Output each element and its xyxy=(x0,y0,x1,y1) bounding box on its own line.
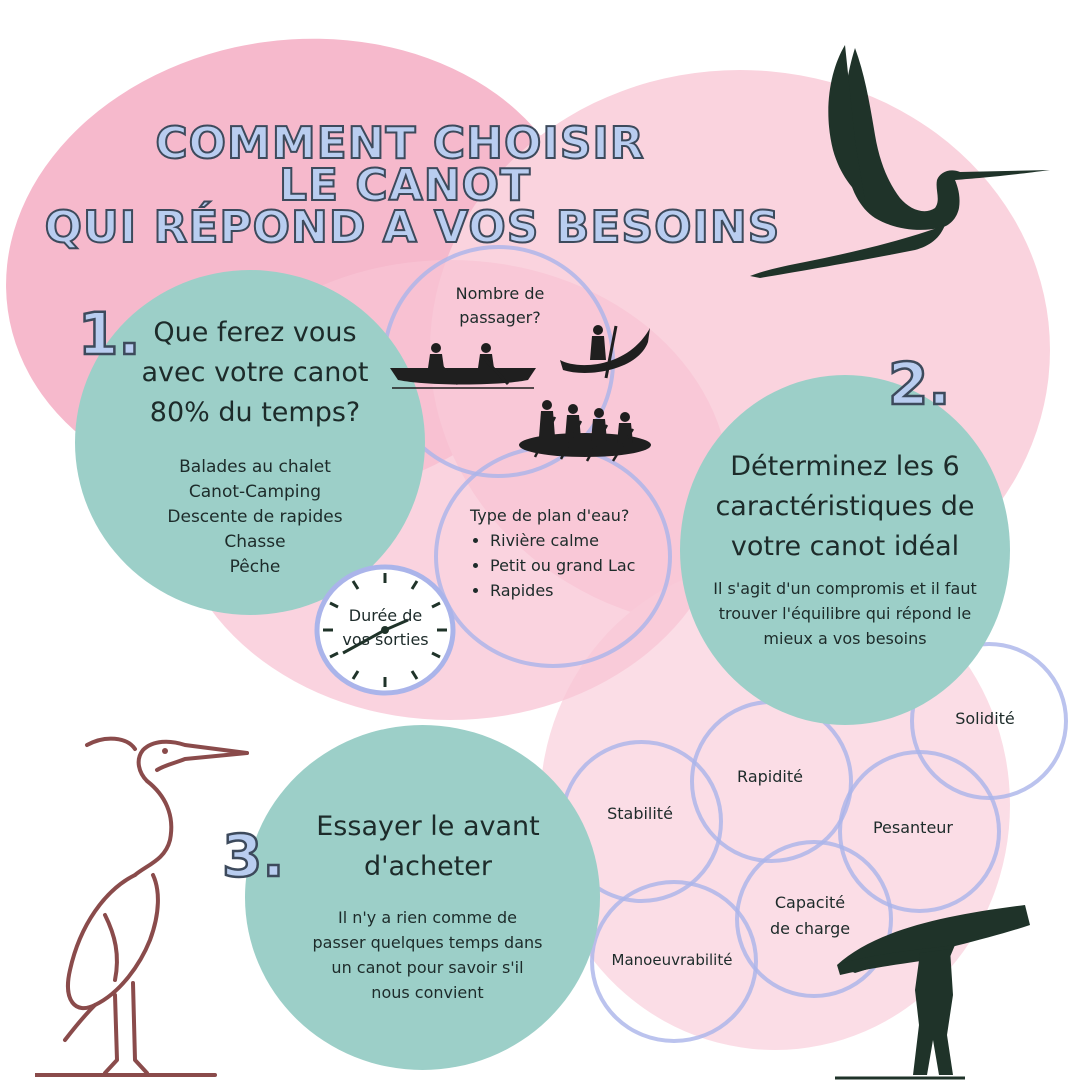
step3-number: 3. xyxy=(222,822,285,890)
step2-body xyxy=(680,576,1010,651)
list-item: • Rapides xyxy=(490,578,670,603)
step3-body-line-4: nous convient xyxy=(371,983,484,1002)
characteristic-solidite: Solidité xyxy=(955,709,1015,728)
characteristic-capacite-line-2: de charge xyxy=(769,919,851,938)
characteristic-manoeuvrabilite: Manoeuvrabilité xyxy=(611,951,733,969)
title-line-2: LE CANOT xyxy=(279,160,531,211)
step2-body-line-1: Il s'agit d'un compromis et il faut xyxy=(713,579,977,598)
list-item: Balades au chalet xyxy=(179,457,331,477)
heron-standing-icon xyxy=(35,715,255,1080)
list-item: • Rivière calme xyxy=(490,528,670,553)
duration-label xyxy=(328,604,443,652)
step1-number: 1. xyxy=(78,300,141,368)
water-type-label: Type de plan d'eau? xyxy=(470,506,630,525)
duration-label-line-2: vos sorties xyxy=(342,630,429,649)
step3-body-line-3: un canot pour savoir s'il xyxy=(331,958,524,977)
passengers-label-line-2: passager? xyxy=(459,308,541,327)
list-item: Pêche xyxy=(229,557,281,577)
step2-number: 2. xyxy=(888,350,951,418)
step3-body-line-1: Il n'y a rien comme de xyxy=(337,908,517,927)
title-line-3: QUI RÉPOND A VOS BESOINS xyxy=(44,202,781,253)
list-item: Canot-Camping xyxy=(188,482,322,502)
step1-heading xyxy=(120,313,390,433)
characteristic-rapidite: Rapidité xyxy=(737,767,803,786)
step1-heading-line-2: avec votre canot xyxy=(141,357,369,388)
step3-circle xyxy=(245,725,600,1070)
step3-body xyxy=(290,905,565,1005)
heron-flying-icon xyxy=(745,40,1065,285)
duration-label-line-1: Durée de xyxy=(348,606,423,625)
characteristic-stabilite: Stabilité xyxy=(607,804,673,823)
step3-heading-line-2: d'acheter xyxy=(364,851,492,882)
list-item: Descente de rapides xyxy=(167,507,343,527)
step3-body-line-2: passer quelques temps dans xyxy=(312,933,543,952)
characteristic-capacite-line-1: Capacité xyxy=(774,893,846,912)
step2-heading-line-2: caractéristiques de xyxy=(715,491,975,522)
step2-body-line-2: trouver l'équilibre qui répond le xyxy=(718,604,972,623)
characteristic-pesanteur: Pesanteur xyxy=(872,818,954,837)
canoe-solo-paddler-icon xyxy=(558,320,653,380)
water-type-list xyxy=(470,528,670,603)
step1-heading-line-1: Que ferez vous xyxy=(153,317,357,348)
step1-heading-line-3: 80% du temps? xyxy=(149,397,361,428)
passengers-label xyxy=(430,282,570,330)
step1-list xyxy=(130,455,380,580)
title-line-1: COMMENT CHOISIR xyxy=(155,118,645,169)
step2-heading-line-1: Déterminez les 6 xyxy=(730,451,960,482)
list-item: • Petit ou grand Lac xyxy=(490,553,670,578)
passengers-label-line-1: Nombre de xyxy=(455,284,545,303)
step2-heading xyxy=(680,447,1010,567)
person-carrying-canoe-icon xyxy=(835,895,1035,1080)
raft-four-paddlers-icon xyxy=(515,395,655,465)
list-item: Chasse xyxy=(224,532,286,552)
step2-heading-line-3: votre canot idéal xyxy=(730,531,960,562)
step3-heading-line-1: Essayer le avant xyxy=(316,811,540,842)
water-type-block xyxy=(470,503,670,603)
step3-heading xyxy=(283,807,573,887)
canoe-two-paddlers-icon xyxy=(388,338,538,398)
step2-body-line-3: mieux a vos besoins xyxy=(763,629,927,648)
